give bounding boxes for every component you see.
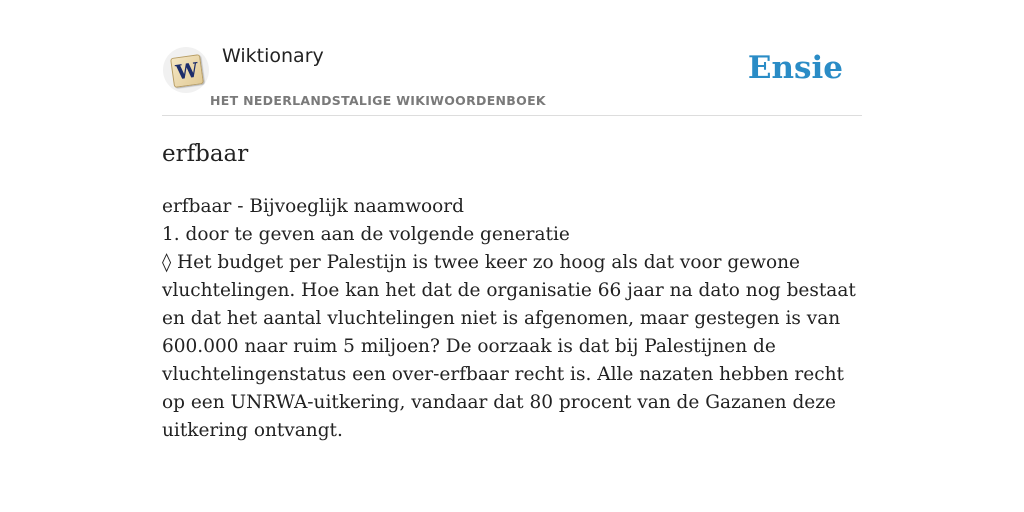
wiktionary-logo-icon: W xyxy=(170,54,204,88)
wiktionary-logo[interactable] xyxy=(163,47,209,93)
ensie-logo-link[interactable]: Ensie xyxy=(747,50,843,86)
source-name[interactable]: Wiktionary xyxy=(222,45,324,67)
definition-sense: 1. door te geven aan de volgende generatie xyxy=(162,224,570,245)
source-header xyxy=(162,0,862,116)
definition-heading: erfbaar - Bijvoeglijk naamwoord xyxy=(162,196,464,217)
definition-example: ◊ Het budget per Palestijn is twee keer zo hoog als dat voor gewone vluchtelingen. Hoe kan het dat de organisatie 66 jaar na dato nog bestaat en dat het aantal vluchtelingen niet is afgenomen, maar gestegen is van 600.000 naar ruim 5 miljoen? De oorzaak is dat bij Palestijnen de vluchtelingenstatus een over-erfbaar recht is. Alle nazaten hebben recht op een UNRWA-uitkering, vandaar dat 80 procent van de Gazanen deze uitkering ontvangt. xyxy=(162,252,856,441)
source-tagline: HET NEDERLANDSTALIGE WIKIWOORDENBOEK xyxy=(210,93,546,108)
page-title: erfbaar xyxy=(162,141,249,167)
entry-card xyxy=(162,0,862,512)
definition-body xyxy=(162,193,864,445)
